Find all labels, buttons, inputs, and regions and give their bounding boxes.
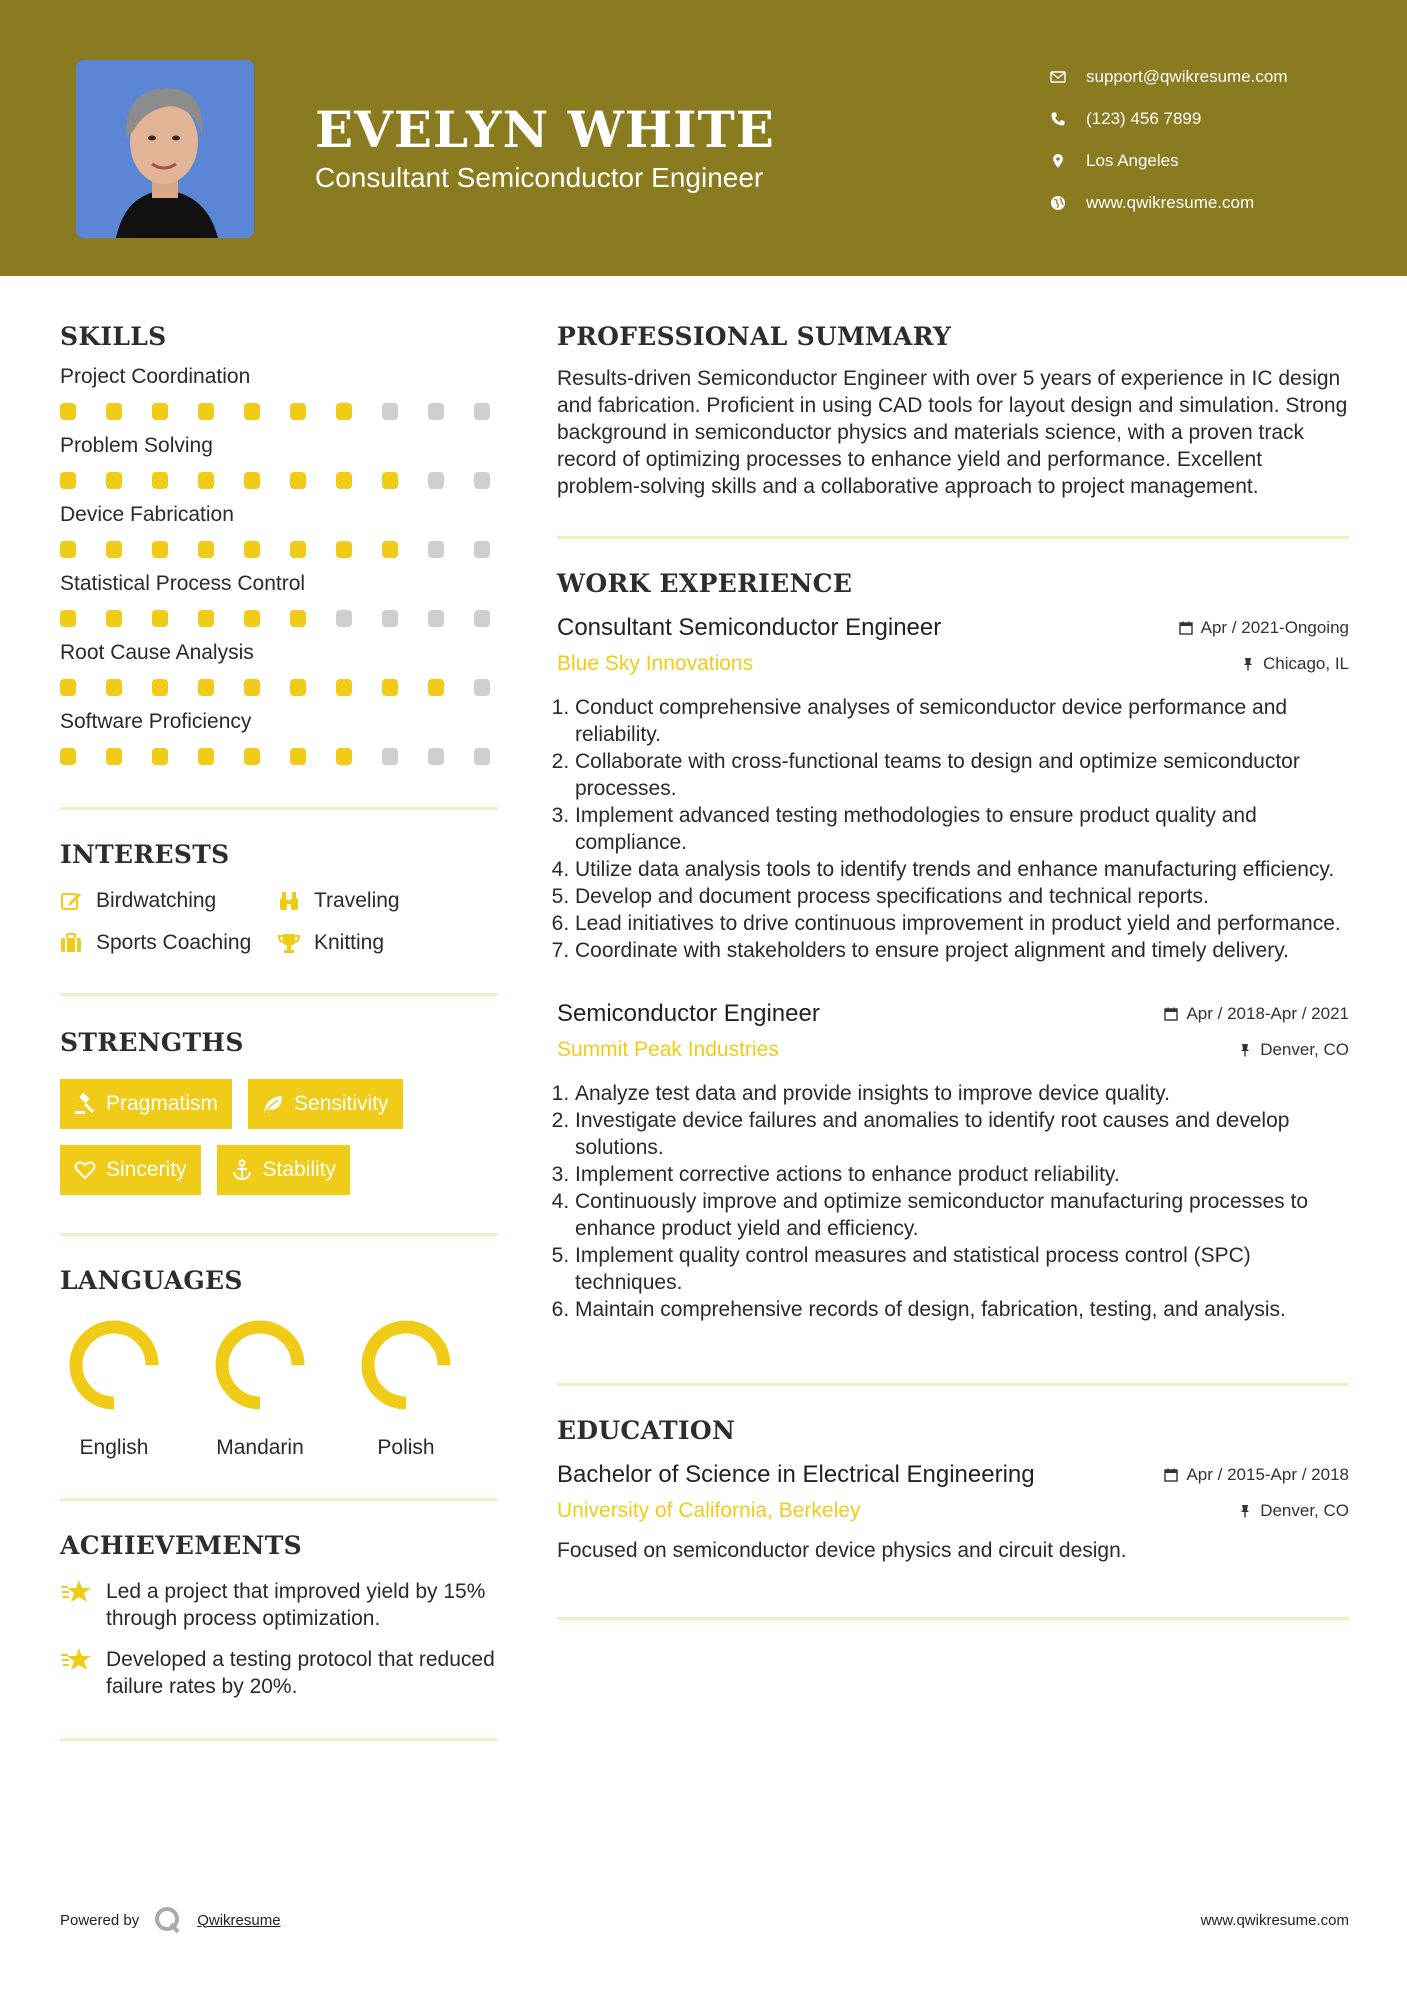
- rating-dot-filled: [198, 472, 214, 489]
- duty-item: 3. Implement advanced testing methodologies to ensure product quality and compliance.: [575, 802, 1349, 856]
- strength-label: Sincerity: [106, 1158, 187, 1181]
- footer-url[interactable]: www.qwikresume.com: [1200, 1911, 1349, 1929]
- interest-label: Knitting: [314, 931, 385, 954]
- languages-heading: LANGUAGES: [60, 1266, 243, 1295]
- language-label: English: [79, 1436, 149, 1459]
- duty-item: 7. Coordinate with stakeholders to ensure project alignment and timely delivery.: [575, 937, 1349, 964]
- skills-list: [60, 365, 498, 765]
- company-name: Summit Peak Industries: [557, 1038, 779, 1061]
- rating-dot-filled: [290, 679, 306, 696]
- language-ring-arc: [222, 1327, 298, 1403]
- divider: [60, 1233, 498, 1236]
- rating-dot-filled: [244, 679, 260, 696]
- job-title: Consultant Semiconductor Engineer: [557, 614, 942, 641]
- footer: [60, 1900, 1349, 1940]
- divider: [557, 1383, 1349, 1386]
- job-location: [1241, 654, 1349, 674]
- gavel-icon: [74, 1093, 96, 1115]
- rating-dot-empty: [336, 610, 352, 627]
- strength-tag: [217, 1145, 351, 1195]
- strengths-heading: STRENGTHS: [60, 1028, 244, 1057]
- skill-rating: [60, 748, 498, 765]
- skill-name: Statistical Process Control: [60, 572, 306, 595]
- language-item: [212, 1319, 308, 1460]
- job-date-text: Apr / 2018-Apr / 2021: [1186, 1004, 1349, 1023]
- profile-photo: [76, 60, 254, 238]
- rating-dot-empty: [382, 748, 398, 765]
- rating-dot-filled: [428, 679, 444, 696]
- job-duties: [557, 694, 1349, 964]
- location-pin-icon: [1050, 153, 1086, 169]
- rating-dot-filled: [152, 748, 168, 765]
- interest-label: Birdwatching: [96, 889, 217, 912]
- skills-heading: SKILLS: [60, 322, 167, 351]
- strengths-list: [60, 1079, 498, 1195]
- language-label: Mandarin: [216, 1436, 304, 1459]
- duty-item: 2. Collaborate with cross-functional teams to design and optimize semiconductor processes.: [575, 748, 1349, 802]
- skill-rating: [60, 610, 498, 627]
- language-item: [66, 1319, 162, 1460]
- leaf-icon: [262, 1093, 284, 1115]
- rating-dot-filled: [152, 610, 168, 627]
- rating-dot-filled: [152, 541, 168, 558]
- star-icon: [60, 1578, 92, 1606]
- portrait-illustration: [76, 60, 254, 238]
- rating-dot-filled: [60, 610, 76, 627]
- interest-item: [278, 889, 478, 913]
- powered-by: [60, 1905, 281, 1935]
- job-date: [1164, 1004, 1349, 1024]
- rating-dot-filled: [244, 472, 260, 489]
- phone-icon: [1050, 111, 1086, 127]
- contact-list: [1050, 56, 1288, 224]
- strength-label: Pragmatism: [106, 1092, 219, 1115]
- divider: [60, 1498, 498, 1501]
- pushpin-icon: [1238, 1043, 1252, 1057]
- achievement-item: [60, 1578, 498, 1632]
- rating-dot-filled: [290, 472, 306, 489]
- language-ring: [360, 1319, 452, 1411]
- education-heading: EDUCATION: [557, 1416, 736, 1445]
- rating-dot-filled: [106, 541, 122, 558]
- contact-location: [1050, 140, 1288, 182]
- rating-dot-filled: [290, 748, 306, 765]
- star-icon: [60, 1646, 92, 1674]
- strength-tag: [60, 1145, 201, 1195]
- company-name: Blue Sky Innovations: [557, 652, 754, 675]
- interest-item: [278, 931, 478, 955]
- rating-dot-filled: [244, 541, 260, 558]
- contact-email[interactable]: [1050, 56, 1288, 98]
- rating-dot-filled: [382, 472, 398, 489]
- skill-item: [60, 365, 498, 420]
- rating-dot-filled: [198, 679, 214, 696]
- candidate-title: Consultant Semiconductor Engineer: [315, 162, 764, 193]
- suitcase-icon: [60, 932, 82, 954]
- language-ring: [68, 1319, 160, 1411]
- skill-name: Root Cause Analysis: [60, 641, 254, 664]
- job-title: Semiconductor Engineer: [557, 1000, 820, 1027]
- duty-item: 5. Implement quality control measures and statistical process control (SPC) techniques.: [575, 1242, 1349, 1296]
- language-label: Polish: [377, 1436, 435, 1459]
- rating-dot-filled: [152, 679, 168, 696]
- rating-dot-filled: [198, 610, 214, 627]
- education-date: [1164, 1465, 1349, 1485]
- rating-dot-filled: [382, 679, 398, 696]
- interest-label: Sports Coaching: [96, 931, 252, 954]
- rating-dot-filled: [60, 541, 76, 558]
- contact-email-text: support@qwikresume.com: [1086, 67, 1288, 86]
- duty-item: 6. Maintain comprehensive records of design, fabrication, testing, and analysis.: [575, 1296, 1349, 1323]
- right-column: [557, 322, 1349, 1620]
- rating-dot-empty: [474, 472, 490, 489]
- rating-dot-filled: [336, 679, 352, 696]
- duty-item: 4. Utilize data analysis tools to identify trends and enhance manufacturing efficiency.: [575, 856, 1349, 883]
- duty-item: 5. Develop and document process specifications and technical reports.: [575, 883, 1349, 910]
- skill-rating: [60, 472, 498, 489]
- interest-item: [60, 931, 278, 955]
- skill-name: Project Coordination: [60, 365, 251, 388]
- calendar-icon: [1179, 621, 1193, 635]
- contact-website-text: www.qwikresume.com: [1086, 193, 1255, 212]
- rating-dot-filled: [198, 748, 214, 765]
- rating-dot-empty: [428, 748, 444, 765]
- degree: Bachelor of Science in Electrical Engineering: [557, 1461, 1035, 1488]
- rating-dot-empty: [382, 403, 398, 420]
- summary-heading: PROFESSIONAL SUMMARY: [557, 322, 952, 351]
- duty-item: 2. Investigate device failures and anomalies to identify root causes and develop solutions.: [575, 1107, 1349, 1161]
- language-ring-arc: [76, 1327, 152, 1403]
- rating-dot-filled: [152, 472, 168, 489]
- rating-dot-filled: [198, 403, 214, 420]
- interests-list: [60, 889, 498, 955]
- job-location: [1238, 1040, 1349, 1060]
- divider: [60, 1738, 498, 1741]
- achievement-item: [60, 1646, 498, 1700]
- duty-item: 1. Conduct comprehensive analyses of semiconductor device performance and reliability.: [575, 694, 1349, 748]
- pushpin-icon: [1238, 1504, 1252, 1518]
- rating-dot-filled: [60, 403, 76, 420]
- rating-dot-filled: [244, 610, 260, 627]
- language-ring-arc: [368, 1327, 444, 1403]
- job-location-text: Denver, CO: [1260, 1040, 1349, 1059]
- achievements-heading: ACHIEVEMENTS: [60, 1531, 302, 1560]
- rating-dot-filled: [106, 610, 122, 627]
- rating-dot-empty: [474, 679, 490, 696]
- skill-item: [60, 572, 498, 627]
- powered-by-label: Powered by: [60, 1911, 140, 1929]
- rating-dot-empty: [428, 403, 444, 420]
- education-location: [1238, 1501, 1349, 1521]
- skill-rating: [60, 541, 498, 558]
- calendar-icon: [1164, 1468, 1178, 1482]
- rating-dot-filled: [106, 679, 122, 696]
- globe-icon: [1050, 195, 1086, 211]
- divider: [557, 536, 1349, 539]
- trophy-icon: [278, 932, 300, 954]
- duty-item: 1. Analyze test data and provide insights to improve device quality.: [575, 1080, 1349, 1107]
- achievement-text: Led a project that improved yield by 15% through process optimization.: [106, 1580, 486, 1630]
- skill-item: [60, 641, 498, 696]
- heart-icon: [74, 1159, 96, 1181]
- calendar-icon: [1164, 1007, 1178, 1021]
- job-entry: [557, 614, 1349, 964]
- job-date: [1179, 618, 1349, 638]
- education-description: Focused on semiconductor device physics and circuit design.: [557, 1539, 1127, 1562]
- duty-item: 4. Continuously improve and optimize semiconductor manufacturing processes to enhance product yield and efficiency.: [575, 1188, 1349, 1242]
- rating-dot-filled: [290, 403, 306, 420]
- job-location-text: Chicago, IL: [1263, 654, 1349, 673]
- achievement-text: Developed a testing protocol that reduced failure rates by 20%.: [106, 1648, 495, 1698]
- rating-dot-empty: [428, 541, 444, 558]
- anchor-icon: [231, 1159, 253, 1181]
- language-item: [358, 1319, 454, 1460]
- candidate-name: EVELYN WHITE: [315, 100, 775, 159]
- rating-dot-empty: [428, 472, 444, 489]
- interests-heading: INTERESTS: [60, 840, 230, 869]
- rating-dot-filled: [106, 472, 122, 489]
- rating-dot-filled: [244, 748, 260, 765]
- rating-dot-empty: [474, 403, 490, 420]
- rating-dot-filled: [60, 679, 76, 696]
- education-location-text: Denver, CO: [1260, 1501, 1349, 1520]
- duty-item: 3. Implement corrective actions to enhance product reliability.: [575, 1161, 1349, 1188]
- job-duties: [557, 1080, 1349, 1323]
- rating-dot-empty: [474, 748, 490, 765]
- skill-item: [60, 710, 498, 765]
- experience-heading: WORK EXPERIENCE: [557, 569, 853, 598]
- divider: [60, 807, 498, 810]
- header: [0, 0, 1407, 276]
- job-entry: [557, 1000, 1349, 1323]
- strength-label: Stability: [262, 1158, 337, 1181]
- pushpin-icon: [1241, 657, 1255, 671]
- skill-item: [60, 503, 498, 558]
- divider: [60, 993, 498, 996]
- skill-name: Device Fabrication: [60, 503, 234, 526]
- rating-dot-filled: [336, 541, 352, 558]
- duty-item: 6. Lead initiatives to drive continuous improvement in product yield and performance.: [575, 910, 1349, 937]
- rating-dot-empty: [474, 541, 490, 558]
- divider: [557, 1617, 1349, 1620]
- rating-dot-empty: [382, 610, 398, 627]
- strength-tag: [60, 1079, 232, 1129]
- brand-link[interactable]: Qwikresume: [197, 1911, 281, 1929]
- rating-dot-filled: [290, 610, 306, 627]
- strength-label: Sensitivity: [294, 1092, 389, 1115]
- binoculars-icon: [278, 890, 300, 912]
- rating-dot-filled: [336, 748, 352, 765]
- interest-label: Traveling: [314, 889, 400, 912]
- rating-dot-filled: [336, 472, 352, 489]
- contact-phone[interactable]: [1050, 98, 1288, 140]
- skill-name: Problem Solving: [60, 434, 213, 457]
- contact-website[interactable]: [1050, 182, 1288, 224]
- education-entry: [557, 1461, 1349, 1563]
- language-ring: [214, 1319, 306, 1411]
- job-date-text: Apr / 2021-Ongoing: [1200, 618, 1349, 637]
- left-column: [60, 322, 498, 1741]
- contact-phone-text: (123) 456 7899: [1086, 109, 1202, 128]
- rating-dot-filled: [244, 403, 260, 420]
- skill-rating: [60, 679, 498, 696]
- rating-dot-filled: [60, 748, 76, 765]
- strength-tag: [248, 1079, 403, 1129]
- languages-list: [60, 1319, 498, 1460]
- rating-dot-filled: [290, 541, 306, 558]
- rating-dot-filled: [60, 472, 76, 489]
- skill-rating: [60, 403, 498, 420]
- school-name: University of California, Berkeley: [557, 1499, 861, 1522]
- pencil-icon: [60, 890, 82, 912]
- rating-dot-empty: [428, 610, 444, 627]
- contact-location-text: Los Angeles: [1086, 151, 1179, 170]
- rating-dot-filled: [152, 403, 168, 420]
- rating-dot-filled: [106, 748, 122, 765]
- rating-dot-filled: [198, 541, 214, 558]
- rating-dot-filled: [382, 541, 398, 558]
- skill-name: Software Proficiency: [60, 710, 252, 733]
- qwikresume-logo-icon: [153, 1905, 183, 1935]
- mail-icon: [1050, 69, 1086, 85]
- rating-dot-filled: [106, 403, 122, 420]
- rating-dot-filled: [336, 403, 352, 420]
- rating-dot-empty: [474, 610, 490, 627]
- education-date-text: Apr / 2015-Apr / 2018: [1186, 1465, 1349, 1484]
- skill-item: [60, 434, 498, 489]
- summary-text: Results-driven Semiconductor Engineer with over 5 years of experience in IC design and fabrication. Proficient in using CAD tools for layout design and simulation. Strong background in semiconductor physics and materials science, with a proven track record of optimizing processes to enhance yield and performance. Excellent problem-solving skills and a collaborative approach to project management.: [557, 367, 1348, 498]
- interest-item: [60, 889, 278, 913]
